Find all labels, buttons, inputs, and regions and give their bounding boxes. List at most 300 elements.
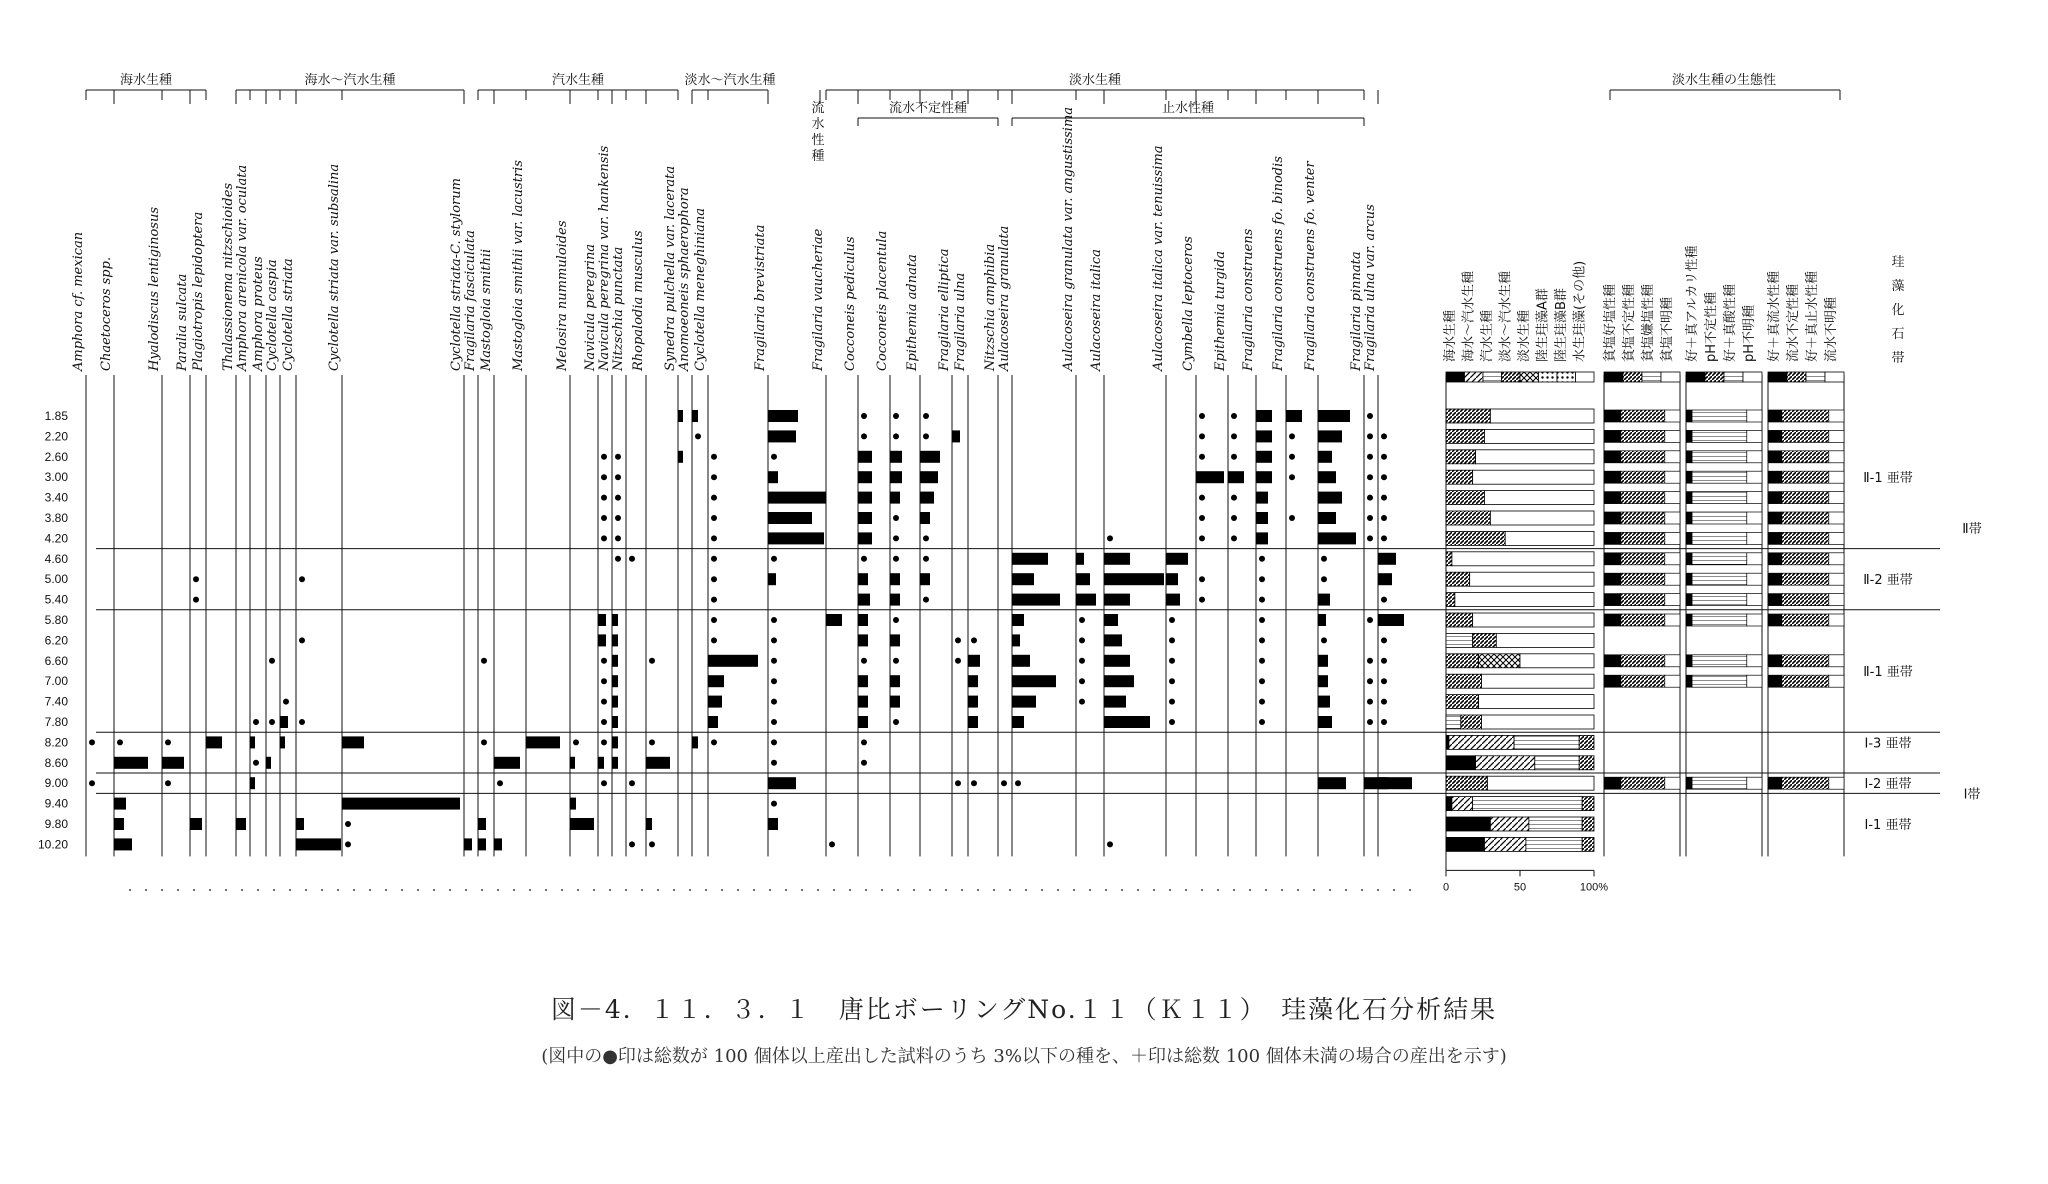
ecology-segment — [1768, 532, 1782, 544]
zone-header-char: 藻 — [1891, 279, 1905, 294]
trace-dot — [861, 760, 867, 766]
trace-dot — [711, 515, 717, 521]
species-name: Aulacoseira italica — [1089, 249, 1104, 371]
species-name: Amphora arenicola var. oculata — [235, 164, 250, 371]
abundance-bar — [1318, 471, 1336, 483]
abundance-bar — [494, 757, 520, 769]
abundance-bar — [890, 573, 900, 585]
composition-segment — [1446, 552, 1452, 566]
subgroup-label-char: 流 — [811, 101, 825, 116]
trace-dot — [601, 515, 607, 521]
abundance-bar — [858, 614, 868, 626]
baseline-dot — [193, 889, 195, 891]
abundance-bar — [1166, 573, 1178, 585]
ecology-segment — [1604, 553, 1621, 565]
abundance-bar — [890, 696, 900, 708]
ecology-segment — [1782, 675, 1829, 687]
trace-dot — [955, 780, 961, 786]
composition-segment — [1526, 837, 1582, 851]
ecology-category: 好＋真酸性種 — [1723, 283, 1738, 362]
abundance-bar — [1012, 675, 1056, 687]
composition-segment — [1446, 531, 1505, 545]
trace-dot — [893, 515, 899, 521]
trace-dot — [771, 454, 777, 460]
baseline-dot — [1297, 889, 1299, 891]
ecology-segment — [1747, 410, 1762, 422]
zone-header-char: 帯 — [1891, 351, 1905, 366]
abundance-bar — [1318, 451, 1332, 463]
abundance-bar — [858, 573, 868, 585]
composition-segment — [1446, 409, 1490, 423]
depth-label: 9.40 — [44, 796, 68, 811]
abundance-bar — [114, 798, 126, 810]
trace-dot — [1289, 515, 1295, 521]
abundance-bar — [206, 736, 222, 748]
abundance-bar — [858, 532, 872, 544]
composition-segment — [1582, 837, 1594, 851]
baseline-dot — [1169, 889, 1171, 891]
composition-segment — [1496, 633, 1594, 647]
baseline-dot — [417, 889, 419, 891]
ecology-segment — [1665, 410, 1680, 422]
abundance-bar — [920, 492, 934, 504]
trace-dot — [1367, 413, 1373, 419]
baseline-dot — [449, 889, 451, 891]
abundance-bar — [1076, 553, 1084, 565]
composition-category: 海水生種 — [1443, 309, 1458, 362]
composition-segment — [1514, 735, 1579, 749]
ecology-segment — [1665, 655, 1680, 667]
abundance-bar — [708, 655, 758, 667]
baseline-dot — [1009, 889, 1011, 891]
trace-dot — [695, 433, 701, 439]
ecology-category: pH不定性種 — [1704, 291, 1719, 362]
ecology-segment — [1686, 675, 1692, 687]
ecology-segment — [1604, 492, 1621, 504]
abundance-bar — [920, 471, 938, 483]
zone-header-char: 化 — [1891, 303, 1905, 318]
composition-segment — [1484, 429, 1594, 443]
trace-dot — [601, 535, 607, 541]
ecology-segment — [1829, 492, 1844, 504]
species-name: Thalassionema nitzschioides — [221, 182, 236, 371]
ecology-segment — [1692, 614, 1747, 626]
composition-segment — [1446, 511, 1490, 525]
depth-label: 1.85 — [44, 409, 68, 423]
baseline-dot — [305, 889, 307, 891]
baseline-dot — [753, 889, 755, 891]
ecology-segment — [1665, 471, 1680, 483]
baseline-dot — [737, 889, 739, 891]
trace-dot — [923, 535, 929, 541]
ecology-segment — [1829, 777, 1844, 789]
abundance-bar — [342, 736, 364, 748]
ecology-segment — [1621, 451, 1665, 463]
ecology-legend-swatch — [1724, 372, 1743, 382]
species-name: Cyclotella striata — [281, 258, 296, 371]
abundance-bar — [1012, 614, 1024, 626]
trace-dot — [711, 597, 717, 603]
depth-label: 6.20 — [44, 633, 68, 648]
subgroup-label-char: 性 — [811, 133, 825, 148]
composition-tick-label: 0 — [1442, 881, 1450, 894]
abundance-bar — [612, 757, 618, 769]
trace-dot — [1289, 433, 1295, 439]
ecology-segment — [1686, 777, 1692, 789]
ecology-segment — [1692, 655, 1747, 667]
trace-dot — [89, 739, 95, 745]
trace-dot — [711, 474, 717, 480]
ecology-segment — [1604, 614, 1621, 626]
trace-dot — [711, 637, 717, 643]
depth-label: 8.20 — [44, 735, 68, 750]
abundance-bar — [296, 838, 341, 850]
trace-dot — [1015, 780, 1021, 786]
baseline-dot — [1153, 889, 1155, 891]
baseline-dot — [657, 889, 659, 891]
baseline-dot — [369, 889, 371, 891]
ecology-segment — [1686, 492, 1692, 504]
ecology-segment — [1665, 512, 1680, 524]
species-name: Fragilaria construens fo. binodis — [1271, 156, 1286, 371]
ecology-segment — [1686, 532, 1692, 544]
baseline-dot — [289, 889, 291, 891]
abundance-bar — [114, 818, 124, 830]
ecology-segment — [1692, 573, 1747, 585]
abundance-bar — [1104, 655, 1130, 667]
trace-dot — [923, 556, 929, 562]
baseline-dot — [1345, 889, 1347, 891]
ecology-segment — [1782, 614, 1829, 626]
ecology-segment — [1747, 655, 1762, 667]
composition-segment — [1446, 695, 1479, 709]
depth-label: 3.40 — [44, 490, 68, 505]
baseline-dot — [689, 889, 691, 891]
ecology-segment — [1782, 471, 1829, 483]
ecology-segment — [1747, 492, 1762, 504]
species-name: Chaetoceros spp. — [99, 256, 114, 371]
species-name: Rhopalodia musculus — [631, 230, 646, 371]
depth-label: 4.60 — [44, 551, 68, 566]
trace-dot — [711, 556, 717, 562]
ecology-segment — [1692, 777, 1747, 789]
trace-dot — [771, 556, 777, 562]
ecology-segment — [1665, 492, 1680, 504]
group-header-label: 淡水～汽水生種 — [684, 73, 776, 88]
abundance-bar — [678, 451, 683, 463]
trace-dot — [615, 454, 621, 460]
composition-segment — [1473, 613, 1594, 627]
composition-segment — [1446, 593, 1455, 607]
species-name: Amphora proteus — [251, 256, 266, 371]
ecology-segment — [1782, 553, 1829, 565]
baseline-dot — [257, 889, 259, 891]
ecology-segment — [1621, 512, 1665, 524]
trace-dot — [1231, 535, 1237, 541]
abundance-bar — [1196, 471, 1224, 483]
ecology-segment — [1621, 492, 1665, 504]
depth-label: 10.20 — [37, 837, 68, 852]
trace-dot — [1367, 719, 1373, 725]
composition-segment — [1449, 735, 1514, 749]
abundance-bar — [1256, 410, 1272, 422]
ecology-segment — [1747, 573, 1762, 585]
ecology-legend-swatch — [1661, 372, 1680, 382]
abundance-bar — [1318, 492, 1342, 504]
ecology-segment — [1604, 675, 1621, 687]
trace-dot — [893, 617, 899, 623]
trace-dot — [1079, 617, 1085, 623]
trace-dot — [481, 739, 487, 745]
trace-dot — [893, 535, 899, 541]
trace-dot — [601, 739, 607, 745]
baseline-dot — [385, 889, 387, 891]
trace-dot — [829, 841, 835, 847]
abundance-bar — [1378, 573, 1392, 585]
baseline-dot — [929, 889, 931, 891]
trace-dot — [269, 658, 275, 664]
abundance-bar — [646, 757, 670, 769]
trace-dot — [1259, 637, 1265, 643]
baseline-dot — [785, 889, 787, 891]
ecology-segment — [1747, 594, 1762, 606]
ecology-segment — [1692, 594, 1747, 606]
trace-dot — [711, 576, 717, 582]
trace-dot — [1231, 433, 1237, 439]
ecology-segment — [1604, 655, 1621, 667]
trace-dot — [601, 658, 607, 664]
trace-dot — [601, 699, 607, 705]
baseline-dot — [433, 889, 435, 891]
group-header-label: 汽水生種 — [551, 73, 605, 88]
abundance-bar — [1012, 594, 1060, 606]
composition-legend-swatch — [1465, 372, 1484, 382]
abundance-bar — [478, 818, 486, 830]
baseline-dot — [1041, 889, 1043, 891]
baseline-dot — [1137, 889, 1139, 891]
ecology-segment — [1829, 471, 1844, 483]
ecology-legend-swatch — [1768, 372, 1787, 382]
ecology-segment — [1686, 451, 1692, 463]
ecology-segment — [1782, 451, 1829, 463]
trace-dot — [893, 413, 899, 419]
trace-dot — [649, 841, 655, 847]
ecology-segment — [1621, 573, 1665, 585]
trace-dot — [615, 474, 621, 480]
abundance-bar — [692, 410, 698, 422]
composition-segment — [1446, 613, 1473, 627]
trace-dot — [771, 739, 777, 745]
trace-dot — [601, 474, 607, 480]
ecology-segment — [1768, 430, 1782, 442]
ecology-legend-swatch — [1686, 372, 1705, 382]
composition-segment — [1473, 633, 1497, 647]
species-name: Fragilaria vaucheriae — [811, 228, 826, 371]
baseline-dot — [1217, 889, 1219, 891]
baseline-dot — [961, 889, 963, 891]
trace-dot — [1259, 617, 1265, 623]
trace-dot — [771, 699, 777, 705]
abundance-bar — [1378, 614, 1404, 626]
baseline-dot — [1393, 889, 1395, 891]
ecology-legend-swatch — [1825, 372, 1844, 382]
baseline-dot — [337, 889, 339, 891]
abundance-bar — [1318, 614, 1326, 626]
baseline-dot — [609, 889, 611, 891]
diagram-structure — [86, 90, 1940, 894]
trace-dot — [923, 597, 929, 603]
species-name: Plagiotropis lepidoptera — [191, 211, 206, 371]
abundance-bar — [598, 634, 606, 646]
trace-dot — [1289, 474, 1295, 480]
baseline-dot — [145, 889, 147, 891]
subzone-label: Ⅰ-3 亜帯 — [1864, 736, 1912, 752]
abundance-bar — [890, 492, 900, 504]
trace-dot — [601, 719, 607, 725]
trace-dot — [1199, 413, 1205, 419]
abundance-bar — [526, 736, 560, 748]
ecology-category: 好＋真流水性種 — [1767, 270, 1782, 362]
baseline-dot — [593, 889, 595, 891]
trace-dot — [1079, 637, 1085, 643]
baseline-dot — [721, 889, 723, 891]
trace-dot — [1259, 658, 1265, 664]
ecology-segment — [1768, 573, 1782, 585]
ecology-segment — [1686, 594, 1692, 606]
abundance-bar — [1104, 696, 1126, 708]
abundance-bar — [858, 594, 870, 606]
depth-label: 7.00 — [44, 674, 68, 689]
ecology-segment — [1782, 410, 1829, 422]
ecology-segment — [1692, 451, 1747, 463]
abundance-bar — [858, 451, 872, 463]
trace-dot — [1199, 576, 1205, 582]
ecology-segment — [1604, 777, 1621, 789]
trace-dot — [1367, 699, 1373, 705]
baseline-dot — [769, 889, 771, 891]
ecology-category: pH不明種 — [1742, 304, 1757, 362]
composition-legend-swatch — [1446, 372, 1465, 382]
trace-dot — [893, 556, 899, 562]
ecology-segment — [1621, 532, 1665, 544]
trace-dot — [1381, 474, 1387, 480]
species-name: Synedra pulchella var. lacerata — [663, 165, 678, 371]
ecology-segment — [1768, 410, 1782, 422]
composition-segment — [1452, 797, 1473, 811]
trace-dot — [615, 495, 621, 501]
ecology-segment — [1621, 471, 1665, 483]
abundance-bar — [768, 430, 796, 442]
abundance-bar — [920, 573, 930, 585]
trace-dot — [893, 719, 899, 725]
subzone-label: Ⅱ-1 亜帯 — [1863, 471, 1913, 487]
ecology-segment — [1604, 451, 1621, 463]
trace-dot — [1169, 678, 1175, 684]
ecology-segment — [1782, 594, 1829, 606]
ecology-legend-swatch — [1623, 372, 1642, 382]
ecology-segment — [1686, 655, 1692, 667]
trace-dot — [771, 617, 777, 623]
baseline-dot — [273, 889, 275, 891]
baseline-dot — [353, 889, 355, 891]
trace-dot — [1199, 495, 1205, 501]
subzone-label: Ⅱ-1 亜帯 — [1863, 665, 1913, 680]
composition-legend-swatch — [1576, 372, 1595, 382]
abundance-bar — [858, 471, 872, 483]
abundance-bar — [692, 736, 698, 748]
composition-segment — [1446, 654, 1479, 668]
ecology-segment — [1829, 655, 1844, 667]
species-name: Fragilaria fasciculata — [463, 230, 478, 371]
abundance-bar — [1166, 594, 1180, 606]
trace-dot — [1259, 699, 1265, 705]
ecology-segment — [1665, 532, 1680, 544]
trace-dot — [711, 495, 717, 501]
abundance-bar — [920, 451, 940, 463]
abundance-bar — [1012, 634, 1020, 646]
ecology-segment — [1686, 614, 1692, 626]
abundance-bar — [968, 716, 978, 728]
composition-legend-swatch — [1502, 372, 1521, 382]
abundance-bar — [1318, 716, 1332, 728]
composition-segment — [1479, 654, 1520, 668]
trace-dot — [629, 556, 635, 562]
figure-caption: 図－4．１１．３．１ 唐比ボーリングNo.１１（Ｋ１１） 珪藻化石分析結果 — [550, 995, 1498, 1024]
ecology-segment — [1768, 655, 1782, 667]
trace-dot — [1381, 637, 1387, 643]
species-name: Cocconeis placentula — [875, 230, 890, 371]
group-header-label: 淡水生種 — [1068, 73, 1122, 88]
trace-dot — [1259, 719, 1265, 725]
ecology-segment — [1686, 553, 1692, 565]
ecology-segment — [1782, 777, 1829, 789]
species-name: Fragilaria ulna var. arcus — [1363, 204, 1378, 371]
baseline-dot — [673, 889, 675, 891]
abundance-bar — [768, 512, 812, 524]
baseline-dot — [1089, 889, 1091, 891]
abundance-bar — [162, 757, 184, 769]
baseline-dot — [1409, 889, 1411, 891]
abundance-bar — [494, 838, 502, 850]
abundance-bar — [890, 634, 900, 646]
abundance-bar — [890, 471, 902, 483]
trace-dot — [1367, 535, 1373, 541]
ecology-segment — [1604, 532, 1621, 544]
ecology-segment — [1747, 675, 1762, 687]
abundance-bar — [342, 798, 460, 810]
trace-dot — [269, 719, 275, 725]
baseline-dot — [209, 889, 211, 891]
depth-label: 2.60 — [44, 449, 68, 464]
trace-dot — [1169, 617, 1175, 623]
baseline-dot — [1057, 889, 1059, 891]
ecology-category: 流水不定性種 — [1786, 283, 1801, 362]
species-name: Hyalodiscus lentiginosus — [147, 206, 162, 371]
trace-dot — [1231, 413, 1237, 419]
composition-segment — [1479, 695, 1594, 709]
baseline-dot — [1281, 889, 1283, 891]
composition-segment — [1487, 776, 1594, 790]
trace-dot — [971, 637, 977, 643]
ecology-segment — [1621, 655, 1665, 667]
ecology-segment — [1768, 451, 1782, 463]
baseline-dot — [913, 889, 915, 891]
composition-segment — [1476, 450, 1594, 464]
composition-segment — [1446, 470, 1473, 484]
trace-dot — [649, 658, 655, 664]
ecology-segment — [1621, 594, 1665, 606]
species-name: Cyclotella caspia — [265, 259, 280, 371]
